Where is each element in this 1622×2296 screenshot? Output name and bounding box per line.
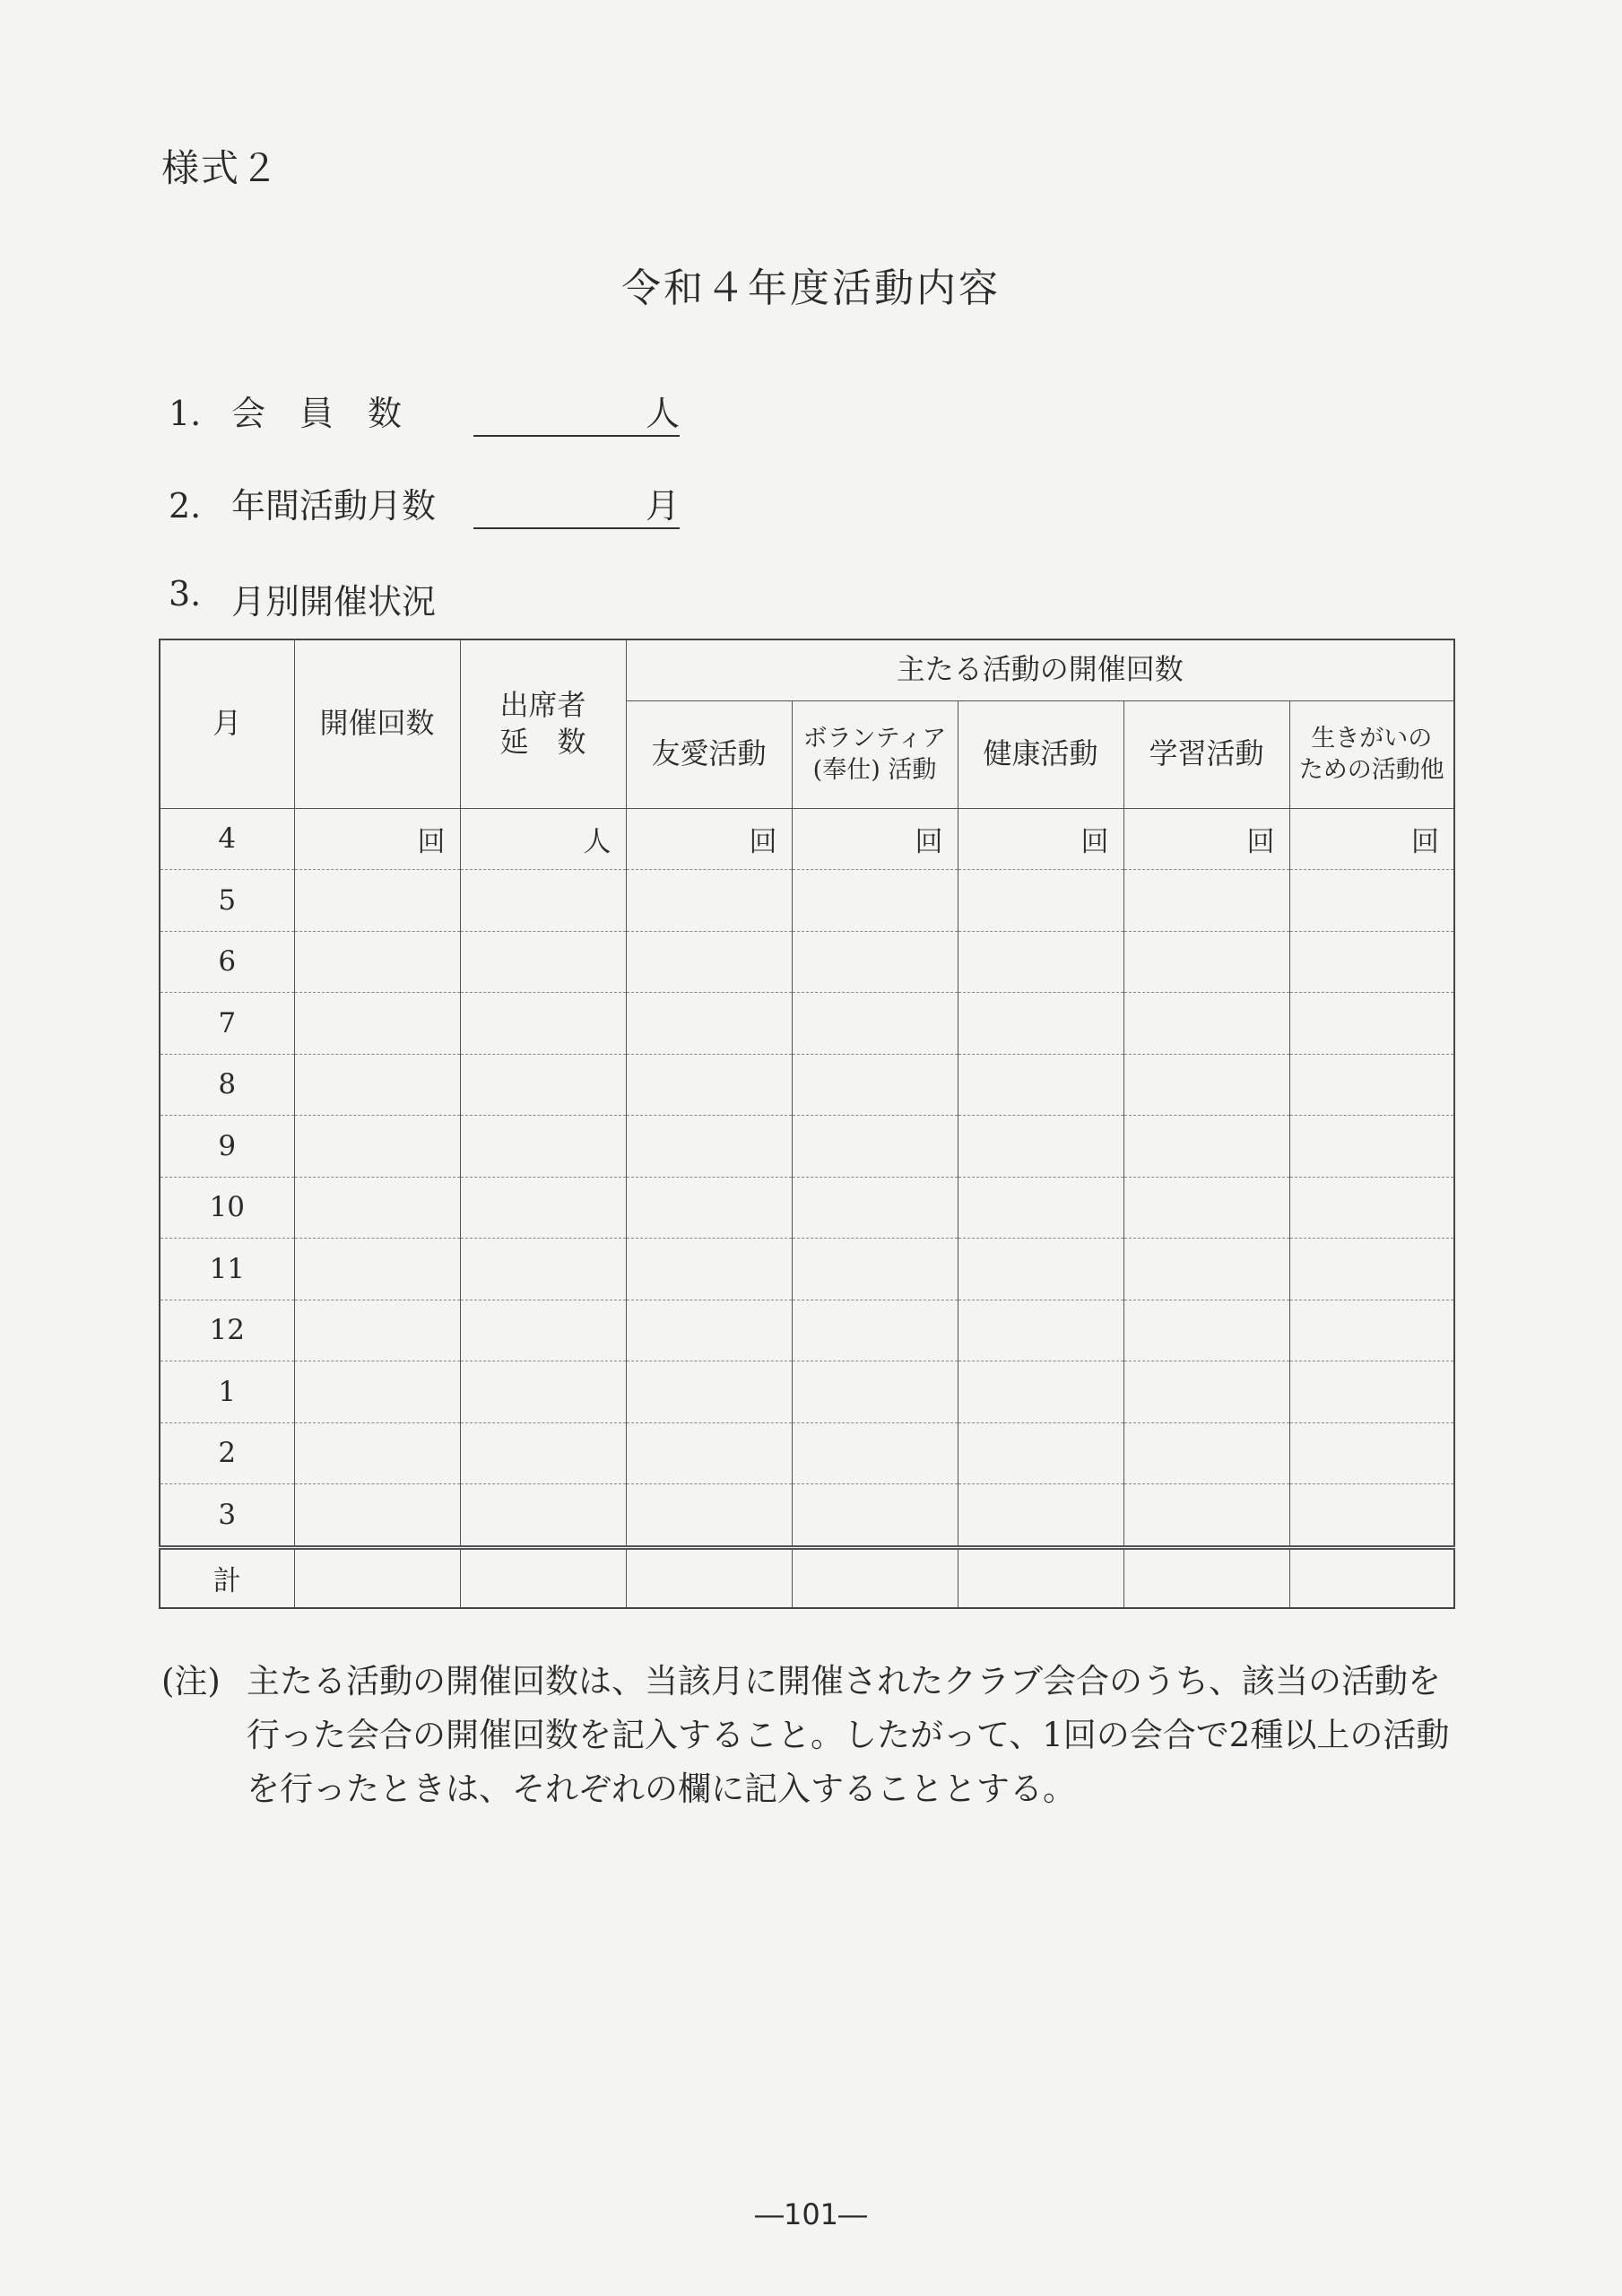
entry-cell[interactable] (1123, 1300, 1289, 1361)
field-label: 年間活動月数 (231, 486, 437, 526)
section-number: 3. (169, 574, 202, 613)
entry-cell[interactable] (1123, 1484, 1289, 1548)
header-volunteer (792, 700, 958, 808)
entry-cell[interactable] (626, 1239, 792, 1300)
entry-cell[interactable] (1289, 993, 1454, 1055)
total-row (160, 1547, 1454, 1608)
month-cell: 12 (160, 1300, 294, 1361)
header-month: 月 (160, 639, 294, 808)
entry-cell[interactable] (1289, 1116, 1454, 1178)
form-label: 様式２ (161, 146, 281, 190)
total-cell[interactable] (1289, 1547, 1454, 1608)
entry-cell[interactable] (460, 1177, 626, 1239)
month-cell: 7 (160, 993, 294, 1055)
activity-months-field (169, 478, 680, 529)
header-attendance-line2: 延 数 (499, 725, 586, 760)
section-heading (169, 574, 436, 623)
entry-cell[interactable] (460, 931, 626, 993)
entry-cell[interactable] (792, 931, 958, 993)
header-learning: 学習活動 (1123, 700, 1289, 808)
entry-cell[interactable]: 回 (792, 808, 958, 870)
entry-cell[interactable] (958, 1300, 1123, 1361)
header-volunteer-line1: ボランティア (802, 724, 947, 752)
month-cell: 6 (160, 931, 294, 993)
total-cell[interactable] (460, 1547, 626, 1608)
entry-cell[interactable] (1289, 870, 1454, 932)
total-cell[interactable] (792, 1547, 958, 1608)
month-cell: 4 (160, 808, 294, 870)
note-tag: (注) (161, 1662, 221, 1700)
entry-cell[interactable] (1289, 1300, 1454, 1361)
entry-cell[interactable] (1123, 1239, 1289, 1300)
header-purpose-line1: 生きがいの (1311, 724, 1433, 752)
entry-cell[interactable]: 回 (626, 808, 792, 870)
entry-cell[interactable] (958, 1361, 1123, 1423)
entry-cell[interactable] (792, 1300, 958, 1361)
entry-cell[interactable] (1289, 1484, 1454, 1548)
entry-cell[interactable] (460, 993, 626, 1055)
table-row (160, 1239, 1454, 1300)
table-row (160, 931, 1454, 993)
entry-cell[interactable] (460, 1422, 626, 1484)
entry-cell[interactable] (294, 1361, 460, 1423)
note (161, 1655, 1470, 1816)
entry-cell[interactable] (1123, 931, 1289, 993)
month-cell: 3 (160, 1484, 294, 1548)
header-meetings: 開催回数 (294, 639, 460, 808)
entry-cell[interactable] (460, 1361, 626, 1423)
entry-cell[interactable] (792, 1361, 958, 1423)
entry-cell[interactable] (626, 870, 792, 932)
table-row (160, 1116, 1454, 1178)
entry-cell[interactable] (958, 931, 1123, 993)
entry-cell[interactable]: 回 (1289, 808, 1454, 870)
header-attendance-line1: 出席者 (499, 687, 586, 722)
field-unit: 人 (645, 394, 680, 433)
entry-cell[interactable] (1289, 1422, 1454, 1484)
entry-cell[interactable] (958, 1116, 1123, 1178)
entry-cell[interactable]: 回 (958, 808, 1123, 870)
entry-cell[interactable] (626, 1054, 792, 1116)
month-cell: 8 (160, 1054, 294, 1116)
entry-cell[interactable] (958, 1177, 1123, 1239)
entry-cell[interactable] (294, 1054, 460, 1116)
entry-cell[interactable] (1123, 1361, 1289, 1423)
entry-cell[interactable] (626, 1300, 792, 1361)
entry-cell[interactable] (1289, 1177, 1454, 1239)
header-purpose-line2: ための活動他 (1298, 756, 1444, 784)
entry-cell[interactable] (626, 1422, 792, 1484)
entry-cell[interactable] (958, 1484, 1123, 1548)
entry-cell[interactable] (294, 993, 460, 1055)
entry-cell[interactable] (958, 1422, 1123, 1484)
field-number: 2. (169, 486, 202, 526)
page-number: ―101― (754, 2197, 868, 2231)
entry-cell[interactable] (1123, 1422, 1289, 1484)
total-cell[interactable] (1123, 1547, 1289, 1608)
entry-cell[interactable] (626, 1484, 792, 1548)
entry-cell[interactable] (792, 1239, 958, 1300)
section-label: 月別開催状況 (231, 582, 437, 622)
entry-cell[interactable] (460, 1300, 626, 1361)
entry-cell[interactable] (792, 1484, 958, 1548)
member-count-field (169, 386, 680, 437)
field-label: 会 員 数 (231, 394, 403, 433)
entry-cell[interactable]: 人 (460, 808, 626, 870)
table-row (160, 1177, 1454, 1239)
entry-cell[interactable] (294, 1239, 460, 1300)
table-row (160, 1422, 1454, 1484)
table-row (160, 870, 1454, 932)
entry-cell[interactable] (958, 1239, 1123, 1300)
entry-cell[interactable] (294, 1116, 460, 1178)
entry-cell[interactable] (1289, 1239, 1454, 1300)
entry-cell[interactable] (792, 993, 958, 1055)
entry-cell[interactable] (1123, 1177, 1289, 1239)
total-cell[interactable] (626, 1547, 792, 1608)
entry-cell[interactable] (626, 1361, 792, 1423)
month-cell: 2 (160, 1422, 294, 1484)
entry-cell[interactable] (1289, 931, 1454, 993)
entry-cell[interactable] (1289, 1054, 1454, 1116)
month-cell: 11 (160, 1239, 294, 1300)
month-cell: 1 (160, 1361, 294, 1423)
entry-cell[interactable] (792, 870, 958, 932)
note-text: 主たる活動の開催回数は、当該月に開催されたクラブ会合のうち、該当の活動を行った会合の開催回数を記入すること。したがって、1回の会合で2種以上の活動を行ったときは、それぞれの欄に記入することとする。 (247, 1662, 1450, 1808)
entry-cell[interactable] (792, 1116, 958, 1178)
entry-cell[interactable] (460, 1116, 626, 1178)
entry-cell[interactable] (958, 870, 1123, 932)
entry-cell[interactable] (792, 1422, 958, 1484)
monthly-status-table (159, 639, 1455, 1609)
entry-cell[interactable] (1123, 870, 1289, 932)
entry-cell[interactable] (460, 1239, 626, 1300)
entry-cell[interactable] (294, 1484, 460, 1548)
header-friendship: 友愛活動 (626, 700, 792, 808)
entry-cell[interactable] (626, 1177, 792, 1239)
field-unit: 月 (645, 486, 680, 526)
total-cell[interactable] (294, 1547, 460, 1608)
table-row (160, 808, 1454, 870)
table-row (160, 1484, 1454, 1548)
total-label: 計 (160, 1547, 294, 1608)
entry-cell[interactable] (626, 931, 792, 993)
page-title: 令和４年度活動内容 (621, 265, 1001, 311)
entry-cell[interactable] (958, 993, 1123, 1055)
header-health: 健康活動 (958, 700, 1123, 808)
header-main-activities: 主たる活動の開催回数 (626, 639, 1454, 700)
table-row (160, 1361, 1454, 1423)
month-cell: 10 (160, 1177, 294, 1239)
table-row (160, 1054, 1454, 1116)
entry-cell[interactable] (294, 870, 460, 932)
entry-cell[interactable] (1123, 993, 1289, 1055)
header-attendance (460, 639, 626, 808)
total-cell[interactable] (958, 1547, 1123, 1608)
entry-cell[interactable]: 回 (294, 808, 460, 870)
entry-cell[interactable] (1123, 1054, 1289, 1116)
entry-cell[interactable] (460, 870, 626, 932)
entry-cell[interactable] (1289, 1361, 1454, 1423)
entry-cell[interactable] (460, 1484, 626, 1548)
header-volunteer-line2: (奉仕) 活動 (812, 756, 937, 784)
entry-cell[interactable] (294, 1422, 460, 1484)
month-cell: 5 (160, 870, 294, 932)
entry-cell[interactable] (294, 931, 460, 993)
table-row (160, 993, 1454, 1055)
activity-months-blank[interactable] (473, 478, 680, 529)
entry-cell[interactable] (626, 993, 792, 1055)
entry-cell[interactable] (792, 1054, 958, 1116)
member-count-blank[interactable] (473, 386, 680, 437)
month-cell: 9 (160, 1116, 294, 1178)
entry-cell[interactable]: 回 (1123, 808, 1289, 870)
entry-cell[interactable] (460, 1054, 626, 1116)
entry-cell[interactable] (792, 1177, 958, 1239)
table-row (160, 1300, 1454, 1361)
entry-cell[interactable] (958, 1054, 1123, 1116)
field-number: 1. (169, 394, 202, 433)
header-purpose (1289, 700, 1454, 808)
entry-cell[interactable] (294, 1300, 460, 1361)
entry-cell[interactable] (294, 1177, 460, 1239)
entry-cell[interactable] (626, 1116, 792, 1178)
entry-cell[interactable] (1123, 1116, 1289, 1178)
